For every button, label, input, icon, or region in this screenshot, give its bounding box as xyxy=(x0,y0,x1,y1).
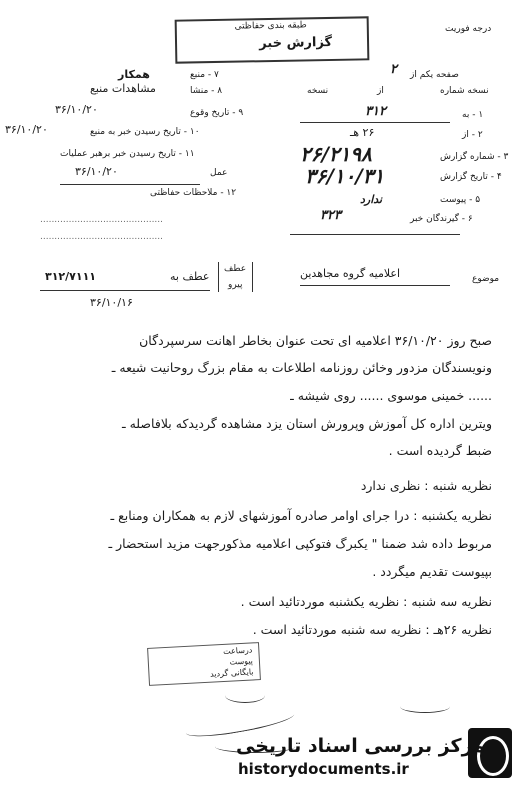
field-attachment-value: ندارد xyxy=(360,193,383,206)
field-colleague: همکار xyxy=(118,68,150,81)
field-report-number-value: ۲۶/۲۱۹۸ xyxy=(300,142,372,166)
copies-from: از xyxy=(377,86,384,96)
field-source-received-value: ۳۶/۱۰/۲۰ xyxy=(5,123,48,136)
ref-label: عطف xyxy=(224,264,247,274)
filing-stamp xyxy=(147,642,261,686)
field-from-value: ۲۶ هـ xyxy=(350,126,375,139)
ref-sub-label: پیرو xyxy=(228,280,243,290)
body-line: بپیوست تقدیم میگردد . xyxy=(372,564,492,579)
body-line: ونویسندگان مزدور وخائن روزنامه اطلاعات به مقام بزرگ روحانیت شیعه ـ xyxy=(111,360,492,375)
stamp-filed-label: بایگانی گردید xyxy=(209,667,254,679)
body-line: نظریه شنبه : نظری ندارد xyxy=(360,478,492,493)
field-report-date-value: ۳۶/۱۰/۳۱ xyxy=(305,164,385,188)
priority-label: درجه فوریت xyxy=(445,24,492,34)
field-attachment-label: ۵ - پیوست xyxy=(440,195,481,205)
body-line: نظریه ۲۶هـ : نظریه سه شنبه موردتائید است . xyxy=(252,622,492,637)
body-line: صبح روز ۳۶/۱۰/۲۰ اعلامیه ای تحت عنوان بخاطر اهانت سرسپردگان xyxy=(139,333,492,348)
field-recipients-label: ۶ - گیرندگان خبر xyxy=(410,214,473,224)
field-to-value: ۳۱۲ xyxy=(365,104,386,119)
field-occurrence-date-value: ۳۶/۱۰/۲۰ xyxy=(55,103,98,116)
page-label: صفحه یکم از xyxy=(410,70,459,80)
field-occurrence-date-label: ۹ - تاریخ وقوع xyxy=(190,108,244,118)
ref-date: ۳۶/۱۰/۱۶ xyxy=(90,296,133,309)
field-report-number-label: ۳ - شماره گزارش xyxy=(440,152,509,162)
body-line: ویترین اداره کل آموزش وپرورش استان یزد مشاهده گردیدکه بلافاصله ـ xyxy=(121,416,492,431)
field-to-label: ۱ - به xyxy=(462,110,484,120)
field-origin-label: ۸ - منشا xyxy=(190,86,223,96)
field-ops-received-label: ۱۱ - تاریخ رسیدن خبر برهبر عملیات xyxy=(60,149,195,159)
watermark-url: historydocuments.ir xyxy=(238,760,409,778)
classification-stamp xyxy=(175,16,370,63)
body-line: مربوط داده شد ضمنا " یکبرگ فتوکپی اعلامیه مذکورجهت مزید استحضار ـ xyxy=(108,536,492,551)
ref-text: عطف به xyxy=(170,270,210,283)
field-recipients-value: ۳۲۳ xyxy=(320,208,341,223)
field-from-label: ۲ - از xyxy=(462,130,483,140)
body-line: نظریه سه شنبه : نظریه یکشنبه موردتائید است . xyxy=(240,594,492,609)
page-handwritten: ۲ xyxy=(390,62,397,77)
field-origin-value: مشاهدات منبع xyxy=(90,82,156,95)
signature-mark xyxy=(400,700,450,713)
body-line: ضبط گردیده است . xyxy=(388,443,492,458)
stamp-time-label: درساعت xyxy=(222,645,253,656)
body-line: ...... خمینی موسوی ...... روی شیشه ـ xyxy=(290,388,492,403)
stamp-attachment-label: پیوست xyxy=(229,656,254,667)
copies-label: نسخه شماره xyxy=(440,86,489,96)
field-source-label: ۷ - منبع xyxy=(190,70,219,80)
field-action-label: عمل xyxy=(210,168,228,178)
stamp-report-title: گزارش خبر xyxy=(259,34,333,52)
watermark-title: مرکز بررسی اسناد تاریخی xyxy=(236,735,486,757)
subject-value: اعلامیه گروه مجاهدین xyxy=(300,267,401,280)
subject-label: موضوع xyxy=(472,274,500,284)
stamp-classification-text: طبقه بندی حفاظتی xyxy=(234,20,307,32)
field-security-notes-label: ۱۲ - ملاحظات حفاظتی xyxy=(150,188,237,198)
ref-number: ۳۱۲/۷۱۱۱ xyxy=(45,270,97,283)
field-action-value: ۳۶/۱۰/۲۰ xyxy=(75,165,118,178)
copies-suffix: نسخه xyxy=(307,86,329,96)
body-line: نظریه یکشنبه : درا جرای اوامر صادره آموزشهای لازم به همکاران ومنابع ـ xyxy=(110,508,492,523)
field-source-received-label: ۱۰ - تاریخ رسیدن خبر به منبع xyxy=(90,127,200,137)
field-report-date-label: ۴ - تاریخ گزارش xyxy=(440,172,502,182)
signature-mark xyxy=(225,688,265,703)
